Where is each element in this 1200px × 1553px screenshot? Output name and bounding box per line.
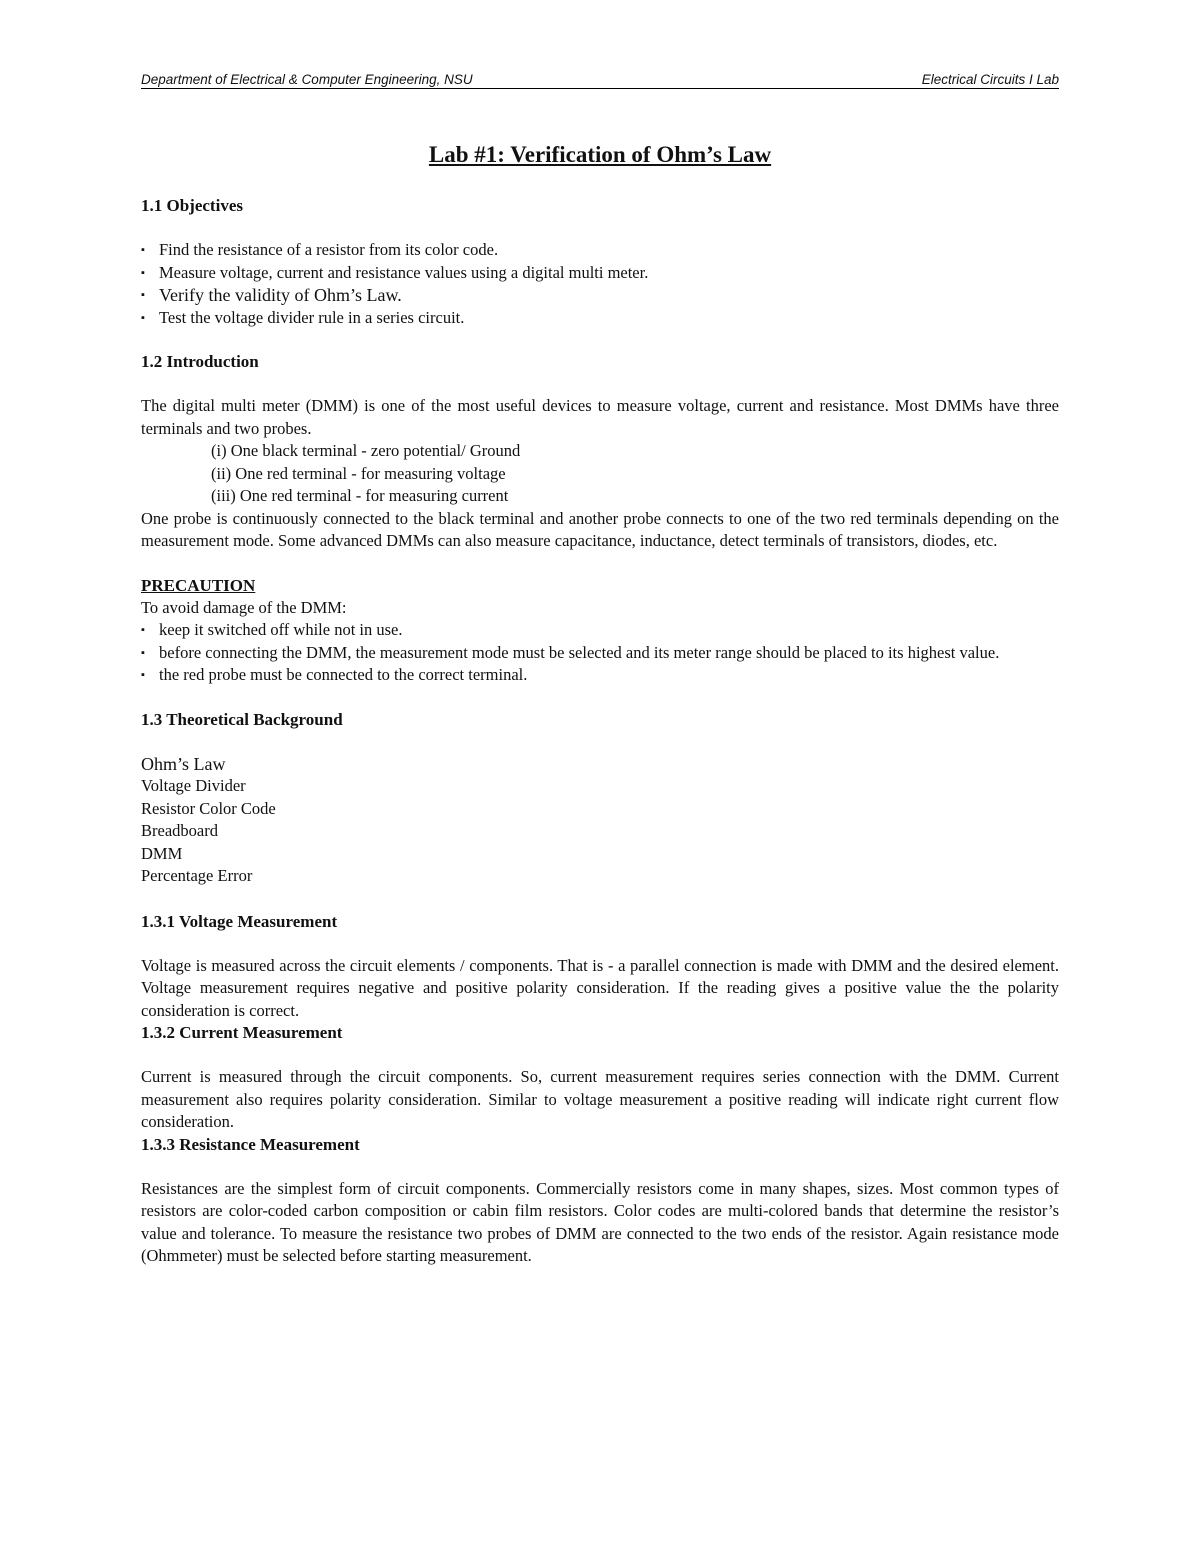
precaution-list bbox=[141, 619, 1059, 687]
list-item: ▪ Test the voltage divider rule in a series circuit. bbox=[141, 307, 1059, 330]
header-right: Electrical Circuits I Lab bbox=[921, 72, 1059, 87]
objectives-heading: 1.1 Objectives bbox=[141, 196, 243, 215]
page-title: Lab #1: Verification of Ohm’s Law bbox=[428, 142, 772, 167]
precaution-intro: To avoid damage of the DMM: bbox=[141, 597, 347, 617]
header-left: Department of Electrical & Computer Engineering, NSU bbox=[141, 72, 473, 87]
resistance-paragraph: Resistances are the simplest form of circuit components. Commercially resistors come in many shapes, sizes. Most common types of resistors are color-coded carbon composition or cabin film resistors. Color codes are multi-colored bands that determine the resistor’s value and tolerance. To measure the resistance two probes of DMM are connected to the two ends of the resistor. Again resistance mode (Ohmmeter) must be selected before starting measurement. bbox=[141, 1178, 1059, 1265]
page-header bbox=[141, 72, 1059, 89]
voltage-paragraph: Voltage is measured across the circuit elements / components. That is - a parallel connection is made with DMM and the desired element. Voltage measurement requires negative and positive polarity consideration. If the reading gives a positive value the the polarity consideration is correct. bbox=[141, 955, 1059, 1020]
list-item: ▪ the red probe must be connected to the correct terminal. bbox=[141, 664, 1059, 687]
list-item: (i) One black terminal - zero potential/ Ground bbox=[211, 441, 521, 460]
list-item: Ohm’s Law bbox=[141, 753, 226, 774]
list-item: ▪ Find the resistance of a resistor from its color code. bbox=[141, 239, 1059, 262]
list-item: ▪ before connecting the DMM, the measurement mode must be selected and its meter range should be placed to its highest value. bbox=[141, 642, 1059, 665]
list-item: (iii) One red terminal - for measuring current bbox=[211, 486, 509, 505]
list-item: Resistor Color Code bbox=[141, 798, 276, 818]
list-item: Breadboard bbox=[141, 821, 218, 840]
introduction-heading: 1.2 Introduction bbox=[141, 352, 259, 371]
introduction-paragraph: The digital multi meter (DMM) is one of the most useful devices to measure voltage, current and resistance. Most DMMs have three terminals and two probes. bbox=[141, 396, 1059, 438]
list-item: ▪ Measure voltage, current and resistance values using a digital multi meter. bbox=[141, 262, 1059, 285]
precaution-heading: PRECAUTION bbox=[141, 575, 256, 595]
list-item: Voltage Divider bbox=[141, 776, 246, 795]
theory-topics bbox=[141, 753, 1059, 888]
terminals-list bbox=[141, 440, 1059, 508]
voltage-heading: 1.3.1 Voltage Measurement bbox=[141, 911, 338, 931]
list-item: (ii) One red terminal - for measuring voltage bbox=[211, 463, 506, 483]
theory-heading: 1.3 Theoretical Background bbox=[141, 709, 343, 729]
list-item: DMM bbox=[141, 843, 183, 863]
list-item: ▪ keep it switched off while not in use. bbox=[141, 619, 1059, 642]
current-heading: 1.3.2 Current Measurement bbox=[141, 1023, 343, 1042]
introduction-paragraph-2: One probe is continuously connected to the black terminal and another probe connects to one of the two red terminals depending on the measurement mode. Some advanced DMMs can also measure capacitance, inductance, detect terminals of transistors, diodes, etc. bbox=[141, 508, 1059, 550]
resistance-heading: 1.3.3 Resistance Measurement bbox=[141, 1134, 360, 1154]
current-paragraph: Current is measured through the circuit components. So, current measurement requires series connection with the DMM. Current measurement also requires polarity consideration. Similar to voltage measurement a positive reading will indicate right current flow consideration. bbox=[141, 1067, 1059, 1131]
objectives-list bbox=[141, 239, 1059, 329]
list-item: Percentage Error bbox=[141, 866, 253, 885]
list-item: ▪ Verify the validity of Ohm’s Law. bbox=[141, 284, 1059, 307]
